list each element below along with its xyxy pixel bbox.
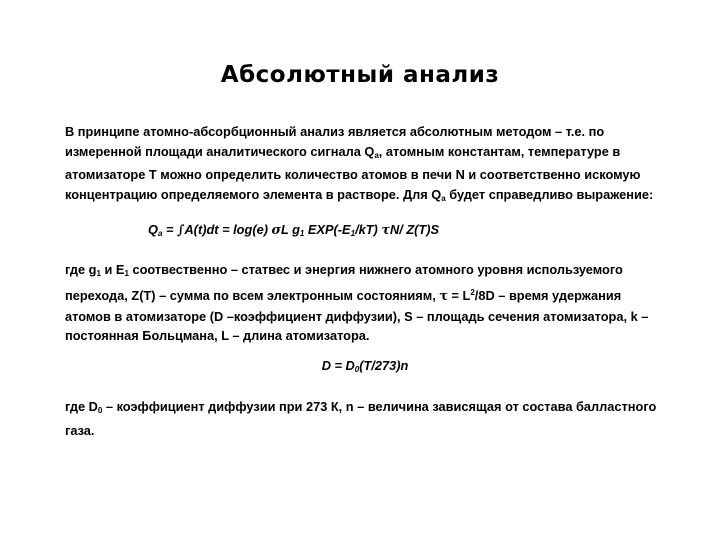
paragraph-diffusion [65, 397, 665, 440]
def-text-a: где g [65, 261, 97, 277]
f2-a: D = D [321, 357, 355, 373]
def-sub-a: 1 [96, 268, 101, 278]
formula-diffusion [65, 356, 665, 380]
diff-text-b: – коэффициент диффузии при 273 К, n – величина зависящая от состава балластного газа. [65, 399, 657, 438]
f1-e-sub: 1 [350, 229, 356, 238]
f1-g-sub: 1 [299, 229, 305, 238]
intro-text-c: будет справедливо выражение: [445, 186, 654, 202]
def-text-d: = L [447, 288, 471, 303]
f1-q: Q [148, 222, 158, 237]
def-tau: τ [439, 289, 448, 304]
f2-b: (T/273)n [359, 357, 409, 373]
f1-t5: N/ Z(T)S [390, 222, 440, 237]
intro-sub-a: a [374, 150, 379, 160]
paragraph-intro [65, 122, 665, 208]
def-text-b: и Е [100, 261, 125, 277]
intro-sub-b: a [441, 193, 446, 203]
f1-sigma: σ [271, 223, 281, 238]
f2-sub: 0 [354, 364, 360, 374]
intro-text-a: В принципе атомно-абсорбционный анализ является абсолютным методом – т.е. по измеренной площади аналитического сигнала Q [65, 124, 605, 159]
diff-text-a: где D [65, 399, 98, 414]
def-text-c: соотвественно – статвес и энергия нижнего атомного уровня используемого перехода, Z(T) – сумма по всем электронным состояниям, [65, 261, 623, 303]
f1-t2: L g [280, 222, 300, 237]
f1-eq: = [162, 222, 178, 237]
f1-q-sub: a [157, 229, 163, 238]
f1-integral: ∫ [177, 223, 185, 238]
formula-signal [65, 220, 665, 244]
f1-t1: A(t)dt = log(e) [184, 222, 272, 237]
def-sub-b: 1 [124, 268, 129, 278]
paragraph-definitions [65, 260, 665, 346]
f1-tau: τ [381, 223, 390, 238]
slide-title: Абсолютный анализ [220, 62, 500, 88]
f1-t3: EXP(-E [304, 222, 351, 237]
def-text-e: /8D – время удержания атомов в атомизаторе (D –коэффициент диффузии), S – площадь сечения атомизатора, k – постоянная Больцмана, L – длина атомизатора. [65, 288, 649, 343]
intro-text-b: , атомным константам, температуре в атомизаторе Т можно определить количество атомов в печи N и соответственно искомую концентрацию определяемого элемента в растворе. Для Q [65, 143, 641, 202]
slide-body [65, 122, 665, 440]
def-sup-d: 2 [470, 288, 475, 297]
diff-sub-a: 0 [97, 406, 103, 415]
f1-t4: /kT) [355, 222, 382, 237]
